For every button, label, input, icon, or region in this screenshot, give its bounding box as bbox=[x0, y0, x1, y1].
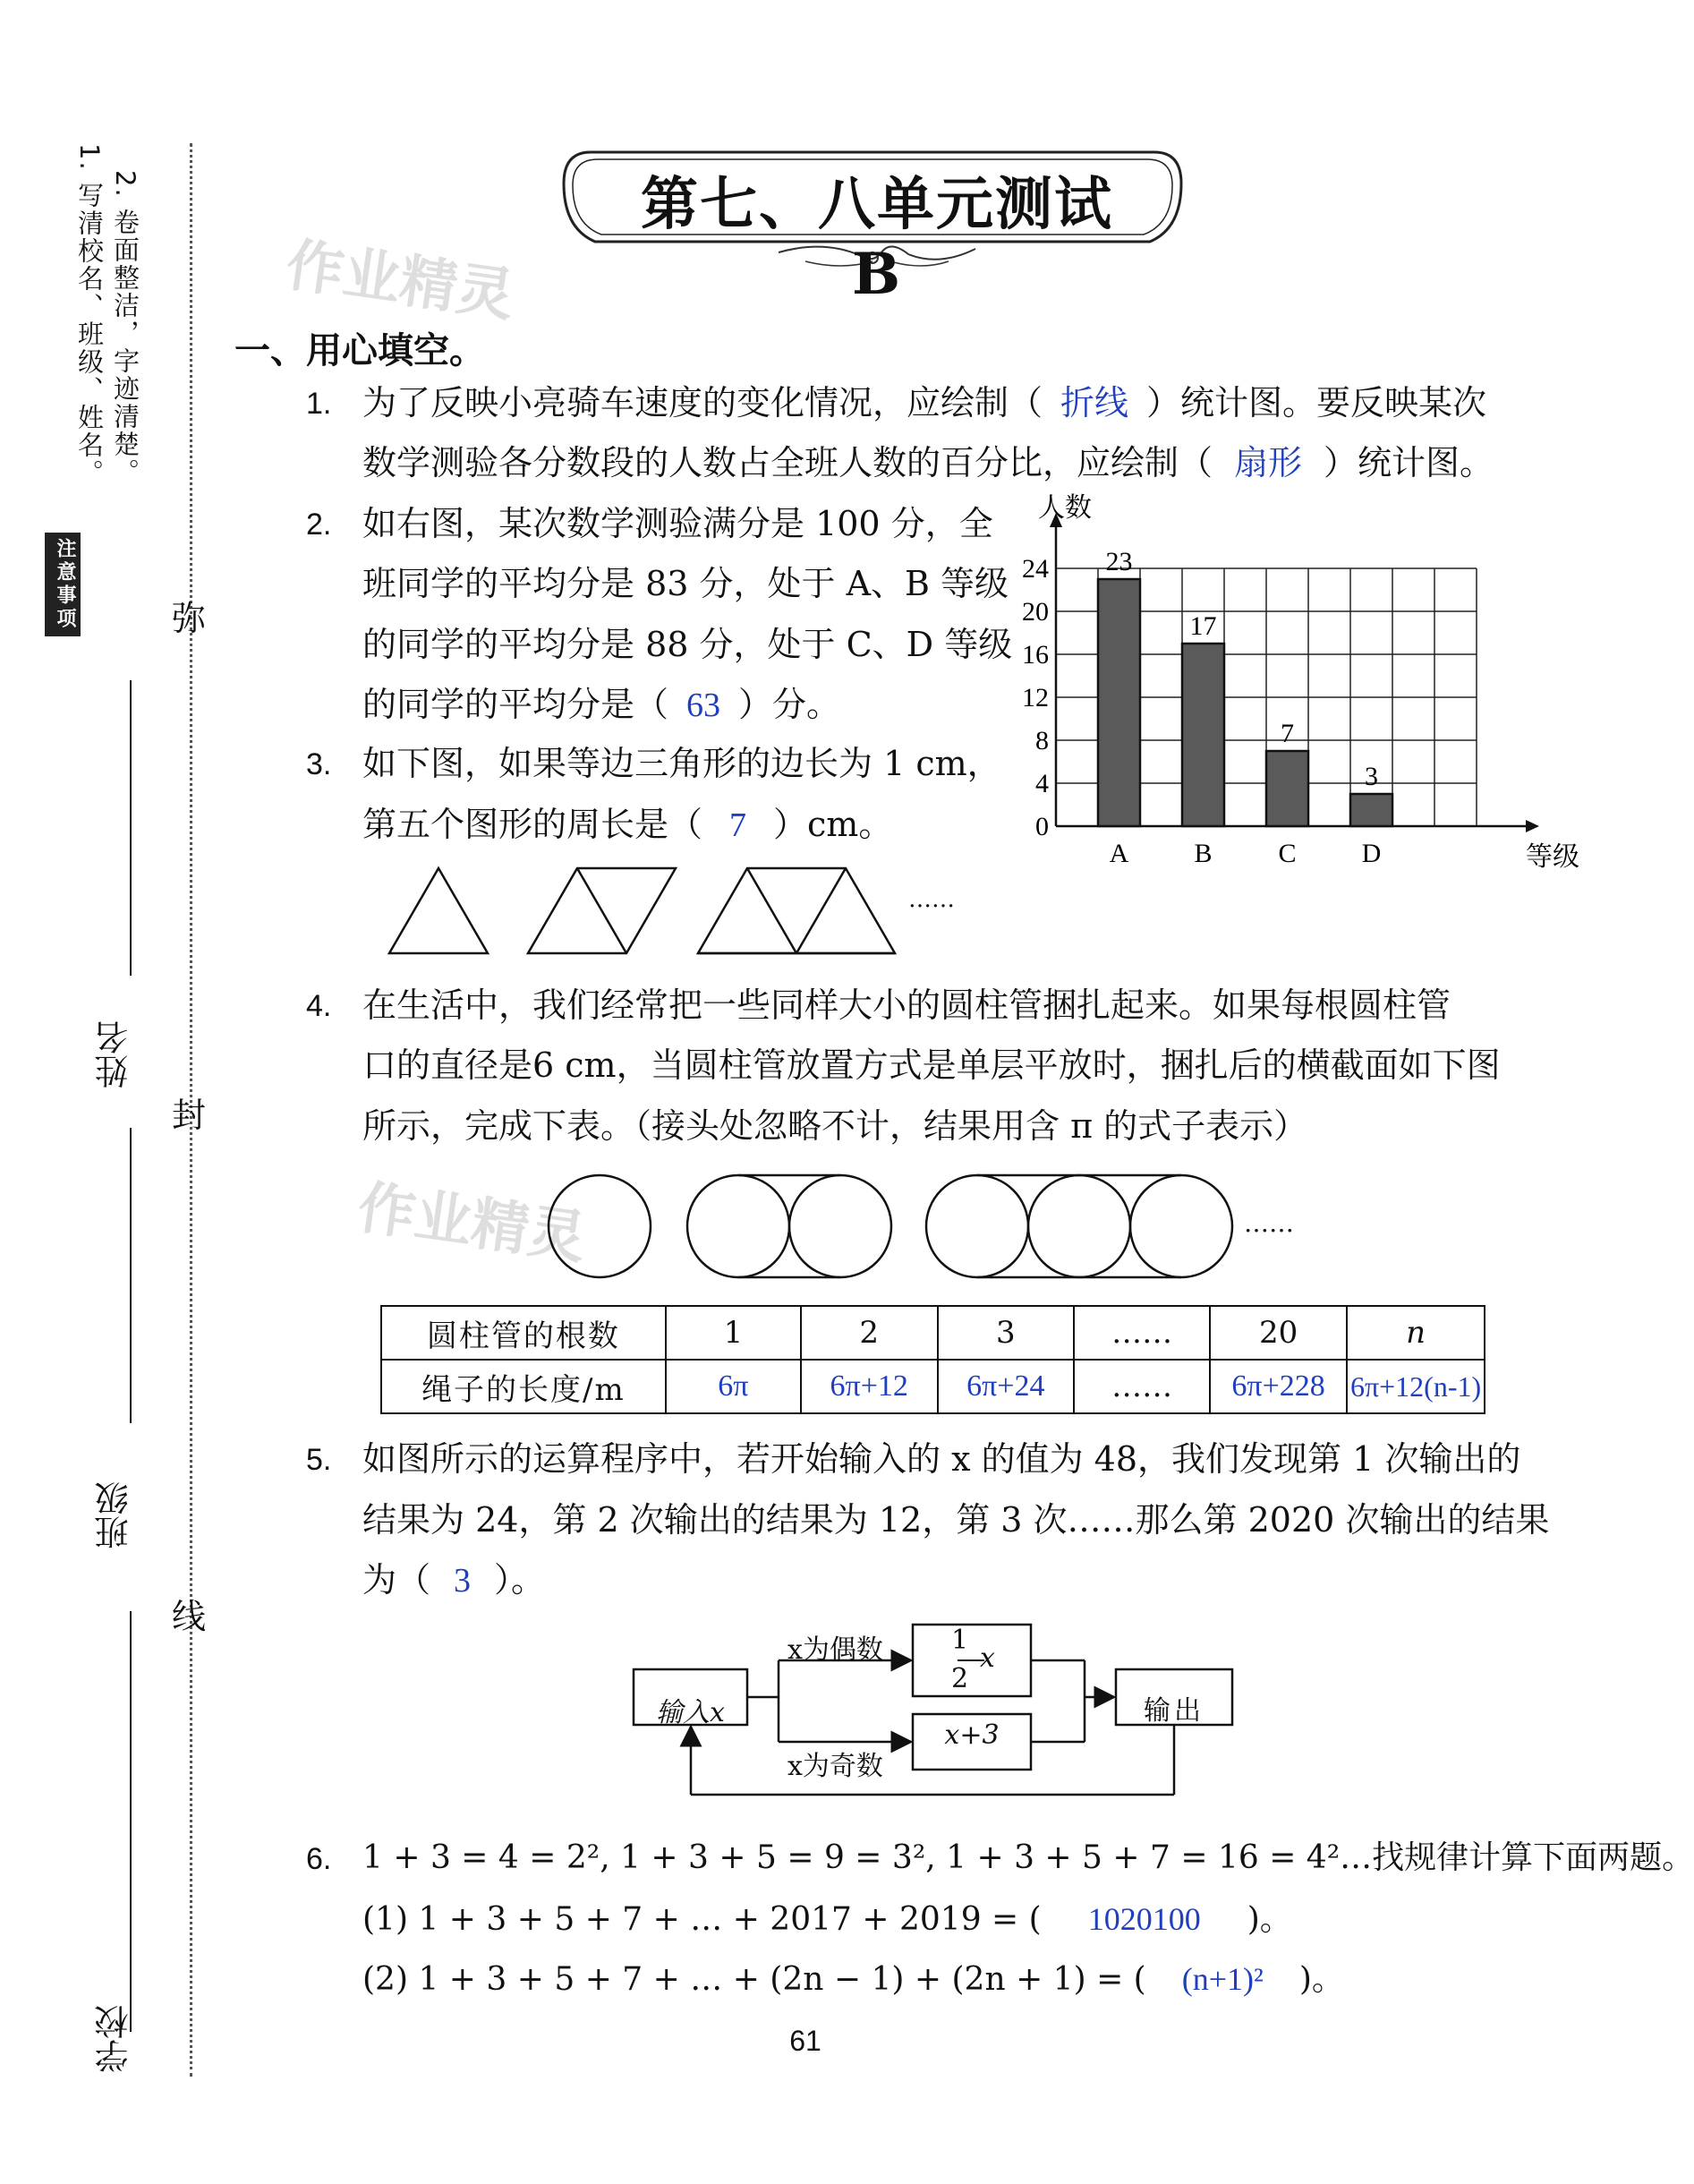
q4-line-2: 口的直径是6 cm，当圆柱管放置方式是单层平放时，捆扎后的横截面如下图 bbox=[362, 1045, 1501, 1085]
q2-number: 2. bbox=[306, 508, 332, 542]
table-cell: 1 bbox=[666, 1306, 801, 1360]
q2-line-3: 的同学的平均分是 88 分，处于 C、D 等级 bbox=[362, 625, 1013, 664]
q2-line-1: 如右图，某次数学测验满分是 100 分，全 bbox=[362, 504, 993, 543]
q5-answer: 3 bbox=[454, 1562, 472, 1600]
q6-part-2 bbox=[362, 1958, 1344, 2001]
q6-text-2a: (2) 1 + 3 + 5 + 7 + … + (2n − 1) + (2n + 1) = ( bbox=[362, 1961, 1146, 1998]
bar-A bbox=[1098, 579, 1140, 826]
table-cell: 20 bbox=[1210, 1306, 1347, 1360]
table-answer-cell: 6π+12(n-1) bbox=[1347, 1360, 1485, 1413]
q4-ellipsis: …… bbox=[1244, 1208, 1294, 1238]
triangle-fig-1 bbox=[389, 868, 488, 953]
flow-even-label: x为偶数 bbox=[787, 1634, 883, 1666]
q1-line-2 bbox=[362, 442, 1494, 484]
q1-text-1a: 为了反映小亮骑车速度的变化情况，应绘制（ bbox=[362, 383, 1043, 422]
q4-line-3: 所示，完成下表。（接头处忽略不计，结果用含 π 的式子表示） bbox=[362, 1106, 1308, 1146]
notes-line-2: 2. 卷面整洁，字迹清楚。 bbox=[110, 170, 140, 486]
table-answer-cell: 6π bbox=[666, 1360, 801, 1413]
q3-line-1: 如下图，如果等边三角形的边长为 1 cm， bbox=[362, 744, 1001, 783]
q3-answer: 7 bbox=[729, 806, 747, 844]
x-axis-arrow bbox=[1526, 820, 1539, 832]
q5-text-3a: 为（ bbox=[362, 1560, 431, 1600]
q6-part-1 bbox=[362, 1898, 1292, 1941]
q5-line-1: 如图所示的运算程序中，若开始输入的 x 的值为 48，我们发现第 1 次输出的 bbox=[362, 1439, 1521, 1479]
table-answer-cell: 6π+12 bbox=[801, 1360, 938, 1413]
q4-line-1: 在生活中，我们经常把一些同样大小的圆柱管捆扎起来。如果每根圆柱管 bbox=[362, 985, 1451, 1025]
y-tick-label: 12 bbox=[1022, 683, 1049, 712]
field-class: 班级 bbox=[95, 1481, 134, 1549]
y-tick-label: 8 bbox=[1035, 726, 1049, 755]
name-underline-2 bbox=[130, 1128, 132, 1423]
notes-line-1: 1. 写清校名、班级、姓名。 bbox=[74, 143, 105, 487]
table-row bbox=[381, 1360, 1485, 1413]
x-tick-label: B bbox=[1194, 839, 1213, 868]
x-tick-label: D bbox=[1361, 839, 1382, 868]
table-cell: …… bbox=[1074, 1306, 1210, 1360]
bar-B bbox=[1182, 644, 1224, 826]
flow-output-label: 输出 bbox=[1144, 1695, 1205, 1727]
y-tick-label: 16 bbox=[1022, 640, 1049, 670]
bar-D bbox=[1350, 794, 1392, 826]
bar-value-label: 7 bbox=[1281, 719, 1294, 748]
q2-text-4a: 的同学的平均分是（ bbox=[362, 685, 669, 724]
flow-plus3-label: x+3 bbox=[944, 1719, 1000, 1751]
q3-number: 3. bbox=[306, 747, 332, 781]
q3-text-2b: ）cm。 bbox=[773, 805, 893, 844]
flow-half-den: 2 bbox=[951, 1663, 969, 1694]
q5-text-3b: ）。 bbox=[494, 1560, 546, 1600]
q6-line-1: 1 + 3 = 4 = 2², 1 + 3 + 5 = 9 = 3², 1 + 3 + 5 + 7 = 16 = 4²…找规律计算下面两题。 bbox=[362, 1839, 1694, 1876]
q6-text-2b: )。 bbox=[1298, 1961, 1344, 1998]
field-school: 学校 bbox=[95, 2005, 134, 2073]
bar-C bbox=[1266, 751, 1308, 826]
q2-line-4 bbox=[362, 684, 840, 726]
section-heading: 一、用心填空。 bbox=[234, 330, 485, 371]
field-name: 姓名 bbox=[95, 1020, 134, 1088]
q6-number: 6. bbox=[306, 1842, 332, 1876]
table-answer-cell: 6π+228 bbox=[1210, 1360, 1347, 1413]
flow-half-var: x bbox=[980, 1642, 995, 1674]
q4-number: 4. bbox=[306, 989, 332, 1023]
pipe-table bbox=[380, 1305, 1485, 1414]
table-cell: n bbox=[1347, 1306, 1485, 1360]
bar-value-label: 23 bbox=[1105, 547, 1133, 576]
table-answer-cell: 6π+24 bbox=[938, 1360, 1075, 1413]
watermark-1: 作业精灵 bbox=[282, 232, 519, 330]
table-cell: 圆柱管的根数 bbox=[381, 1306, 666, 1360]
q6-text-1b: )。 bbox=[1247, 1901, 1292, 1938]
notes-title: 注意事项 bbox=[45, 533, 81, 636]
flow-odd-label: x为奇数 bbox=[787, 1751, 883, 1782]
q2-text-4b: ）分。 bbox=[738, 685, 841, 724]
y-tick-label: 0 bbox=[1035, 812, 1049, 841]
pipe-2 bbox=[687, 1175, 891, 1277]
q1-number: 1. bbox=[306, 387, 332, 421]
triangle-figures bbox=[385, 859, 922, 962]
bar-value-label: 3 bbox=[1365, 762, 1378, 791]
q5-line-2: 结果为 24，第 2 次输出的结果为 12，第 3 次……那么第 2020 次输出的结果 bbox=[362, 1500, 1550, 1540]
triangle-fig-3 bbox=[698, 868, 895, 953]
y-tick-label: 20 bbox=[1022, 597, 1049, 627]
table-cell: …… bbox=[1074, 1360, 1210, 1413]
q6-answer-2: (n+1)² bbox=[1181, 1961, 1264, 1997]
y-tick-label: 4 bbox=[1035, 769, 1049, 798]
q1-text-1b: ）统计图。要反映某次 bbox=[1146, 383, 1487, 422]
x-axis-label: 等级 bbox=[1526, 841, 1579, 873]
page-title: 第七、八单元测试 B bbox=[641, 171, 1113, 308]
pipe-1 bbox=[549, 1175, 651, 1277]
q6-text-1a: (1) 1 + 3 + 5 + 7 + … + 2017 + 2019 = ( bbox=[362, 1901, 1042, 1938]
q1-answer-2: 扇形 bbox=[1234, 445, 1303, 482]
q3-text-2a: 第五个图形的周长是（ bbox=[362, 805, 703, 844]
flow-input-label: 输入x bbox=[656, 1697, 725, 1728]
x-tick-label: A bbox=[1109, 839, 1129, 868]
table-row bbox=[381, 1306, 1485, 1360]
q3-line-2 bbox=[362, 804, 892, 846]
y-axis-label: 人数 bbox=[1038, 492, 1092, 524]
seal-char-xian: 线 bbox=[172, 1597, 207, 1636]
q2-answer: 63 bbox=[686, 687, 721, 724]
q1-answer-1: 折线 bbox=[1060, 385, 1129, 422]
seal-char-feng: 封 bbox=[172, 1096, 207, 1135]
page-number: 61 bbox=[789, 2025, 821, 2057]
table-cell: 绳子的长度/m bbox=[381, 1360, 666, 1413]
table-cell: 3 bbox=[938, 1306, 1075, 1360]
q5-line-3 bbox=[362, 1559, 545, 1601]
q2-line-2: 班同学的平均分是 83 分，处于 A、B 等级 bbox=[362, 564, 1009, 603]
seal-char-mi: 弥 bbox=[172, 599, 207, 638]
pipe-cross-sections bbox=[537, 1164, 1253, 1289]
q5-number: 5. bbox=[306, 1443, 332, 1477]
q1-line-1 bbox=[362, 382, 1486, 424]
watermark-2: 作业精灵 bbox=[353, 1174, 591, 1273]
class-underline bbox=[130, 1611, 132, 2032]
flow-half-num: 1 bbox=[951, 1625, 969, 1656]
y-tick-label: 24 bbox=[1022, 554, 1049, 584]
bar-chart bbox=[1002, 492, 1579, 873]
q1-text-2b: ）统计图。 bbox=[1324, 443, 1494, 482]
table-cell: 2 bbox=[801, 1306, 938, 1360]
q6-answer-1: 1020100 bbox=[1087, 1901, 1201, 1937]
x-tick-label: C bbox=[1278, 839, 1297, 868]
name-underline bbox=[130, 680, 132, 976]
pipe-3 bbox=[926, 1175, 1232, 1277]
q1-text-2a: 数学测验各分数段的人数占全班人数的百分比，应绘制（ bbox=[362, 443, 1213, 482]
bar-value-label: 17 bbox=[1189, 611, 1217, 641]
q3-ellipsis: …… bbox=[908, 886, 955, 913]
